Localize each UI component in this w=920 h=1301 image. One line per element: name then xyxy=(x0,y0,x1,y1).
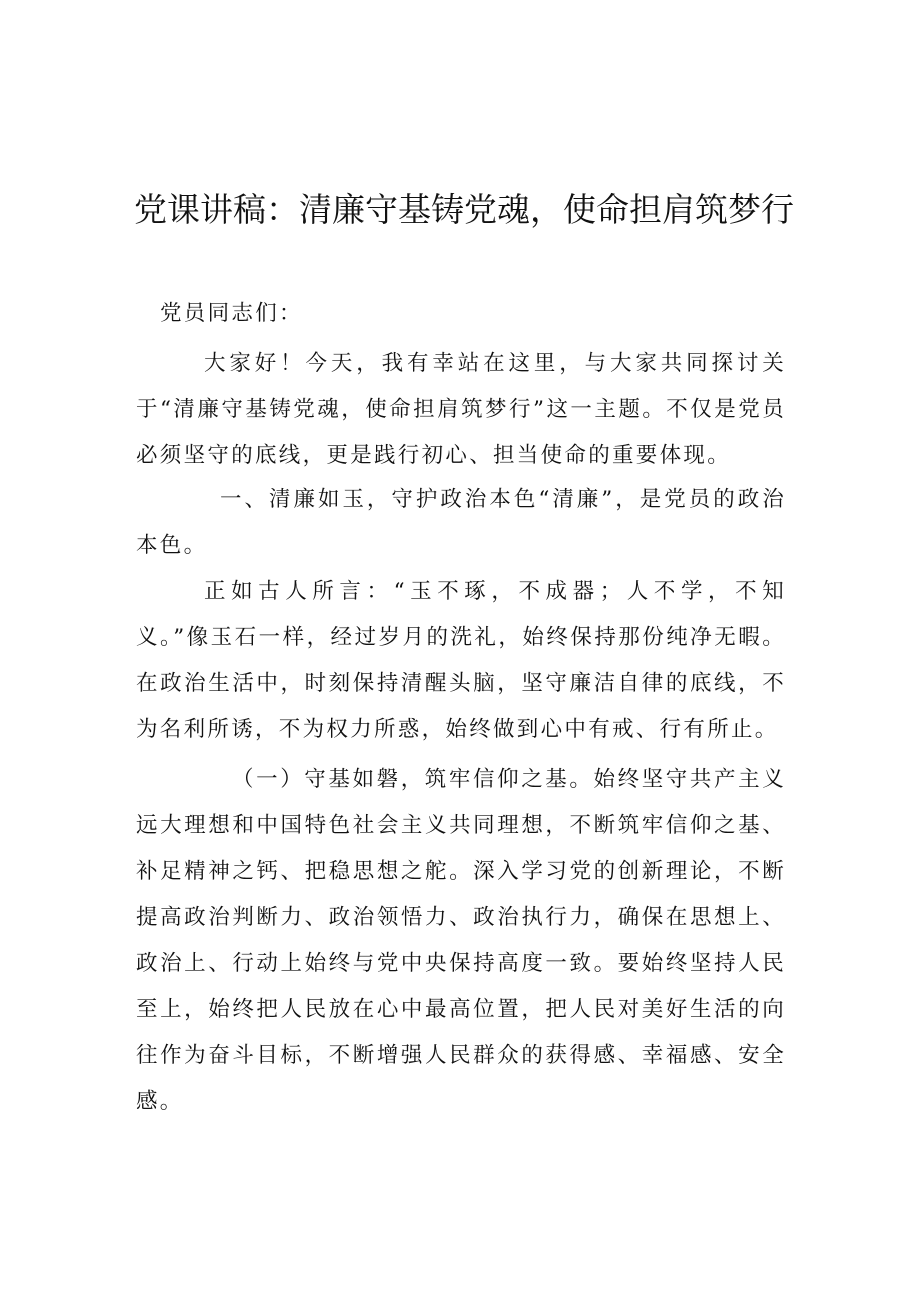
paragraph-opening: 大家好！今天，我有幸站在这里，与大家共同探讨关于“清廉守基铸党魂，使命担肩筑梦行”这一主题。不仅是党员必须坚守的底线，更是践行初心、担当使命的重要体现。 xyxy=(136,351,786,468)
paragraph-quote: 正如古人所言：“玉不琢，不成器；人不学，不知义。”像玉石一样，经过岁月的洗礼，始终保持那份纯净无暇。在政治生活中，时刻保持清醒头脑，坚守廉洁自律的底线，不为名利所诱，不为权力所惑，始终做到心中有戒、行有所止。 xyxy=(136,579,786,742)
salutation: 党员同志们： xyxy=(160,301,303,326)
section-heading-one: 一、清廉如玉，守护政治本色“清廉”，是党员的政治本色。 xyxy=(136,487,786,558)
paragraph-subsection-one: （一）守基如磐，筑牢信仰之基。始终坚守共产主义远大理想和中国特色社会主义共同理想，不断筑牢信仰之基、补足精神之钙、把稳思想之舵。深入学习党的创新理论，不断提高政治判断力、政治领悟力、政治执行力，确保在思想上、政治上、行动上始终与党中央保持高度一致。要始终坚持人民至上，始终把人民放在心中最高位置，把人民对美好生活的向往作为奋斗目标，不断增强人民群众的获得感、幸福感、安全感。 xyxy=(136,767,786,1114)
document-title: 党课讲稿：清廉守基铸党魂，使命担肩筑梦行 xyxy=(134,190,794,229)
